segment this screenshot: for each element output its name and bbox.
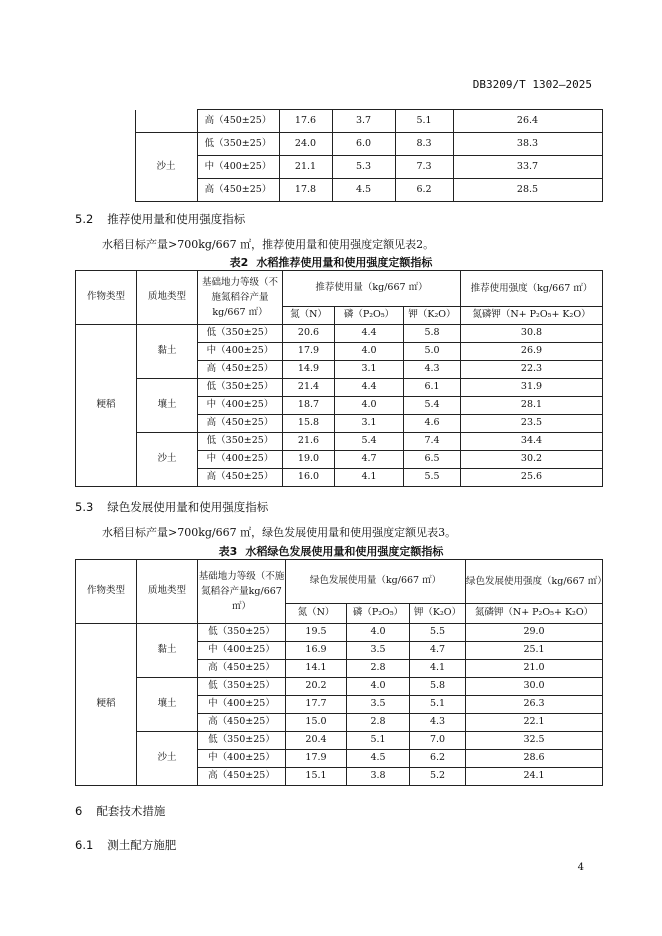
total-cell: 31.9 <box>461 379 603 397</box>
total-cell: 28.1 <box>461 397 603 415</box>
table-caption-title: 水稻绿色发展使用量和使用强度定额指标 <box>245 545 444 558</box>
header-usage: 绿色发展使用量（kg/667 ㎡） <box>286 560 466 604</box>
p-cell: 3.8 <box>347 768 410 786</box>
table-caption-title: 水稻推荐使用量和使用强度定额指标 <box>256 256 433 269</box>
table-row <box>76 379 603 397</box>
level-cell: 低（350±25） <box>197 133 279 156</box>
k-cell: 5.1 <box>395 110 453 133</box>
p-cell: 4.5 <box>347 750 410 768</box>
table2 <box>75 270 603 487</box>
n-cell: 20.6 <box>283 325 335 343</box>
header-soil-type: 质地类型 <box>137 560 198 624</box>
table-row <box>75 133 602 156</box>
crop-type-cell: 粳稻 <box>76 325 137 487</box>
section-heading <box>75 211 245 227</box>
total-cell: 34.4 <box>461 433 603 451</box>
n-cell: 16.0 <box>283 469 335 487</box>
n-cell: 21.1 <box>279 156 332 179</box>
table3 <box>75 559 607 786</box>
k-cell: 4.1 <box>410 660 466 678</box>
p-cell: 4.0 <box>347 624 410 642</box>
total-cell: 24.1 <box>466 768 603 786</box>
level-cell: 高（450±25） <box>198 768 286 786</box>
n-cell: 18.7 <box>283 397 335 415</box>
soil-cell: 沙土 <box>135 133 197 202</box>
level-cell: 高（450±25） <box>198 469 283 487</box>
table-header-row <box>76 271 603 307</box>
p-cell: 4.7 <box>335 451 404 469</box>
table-row <box>76 433 603 451</box>
p-cell: 3.1 <box>335 415 404 433</box>
total-cell: 21.0 <box>466 660 603 678</box>
total-cell: 26.3 <box>466 696 603 714</box>
total-cell: 38.3 <box>453 133 602 156</box>
level-cell: 中（400±25） <box>198 397 283 415</box>
level-cell: 中（400±25） <box>198 451 283 469</box>
header-n: 氮（N） <box>286 604 347 624</box>
page-number: 4 <box>577 862 584 873</box>
level-cell: 高（450±25） <box>198 361 283 379</box>
k-cell: 7.0 <box>410 732 466 750</box>
table-caption-number: 表3 <box>218 545 238 558</box>
table-header-row <box>76 560 603 604</box>
header-p: 磷（P₂O₅） <box>335 307 404 325</box>
level-cell: 低（350±25） <box>198 624 286 642</box>
level-cell: 高（450±25） <box>197 110 279 133</box>
n-cell: 21.4 <box>283 379 335 397</box>
p-cell: 5.4 <box>335 433 404 451</box>
level-cell: 低（350±25） <box>198 433 283 451</box>
level-cell: 中（400±25） <box>198 696 286 714</box>
p-cell: 5.3 <box>332 156 395 179</box>
table-caption <box>0 254 662 270</box>
table-caption-number: 表2 <box>229 256 249 269</box>
table-row <box>76 678 603 696</box>
p-cell: 4.4 <box>335 325 404 343</box>
total-cell: 23.5 <box>461 415 603 433</box>
table-caption <box>0 543 662 559</box>
total-cell: 29.0 <box>466 624 603 642</box>
k-cell: 4.6 <box>404 415 461 433</box>
level-cell: 中（400±25） <box>198 750 286 768</box>
n-cell: 17.8 <box>279 179 332 202</box>
n-cell: 17.9 <box>283 343 335 361</box>
k-cell: 6.1 <box>404 379 461 397</box>
table-row <box>76 732 603 750</box>
table-row <box>76 325 603 343</box>
soil-cell: 壤土 <box>137 678 198 732</box>
p-cell: 3.5 <box>347 642 410 660</box>
total-cell: 32.5 <box>466 732 603 750</box>
level-cell: 低（350±25） <box>198 379 283 397</box>
k-cell: 6.5 <box>404 451 461 469</box>
k-cell: 7.4 <box>404 433 461 451</box>
section-number: 5.2 <box>75 212 94 226</box>
n-cell: 15.0 <box>286 714 347 732</box>
k-cell: 5.2 <box>410 768 466 786</box>
n-cell: 15.1 <box>286 768 347 786</box>
level-cell: 低（350±25） <box>198 325 283 343</box>
n-cell: 15.8 <box>283 415 335 433</box>
soil-cell: 黏土 <box>137 325 198 379</box>
n-cell: 20.2 <box>286 678 347 696</box>
soil-cell: 壤土 <box>137 379 198 433</box>
n-cell: 24.0 <box>279 133 332 156</box>
soil-cell: 黏土 <box>137 624 198 678</box>
total-cell: 28.6 <box>466 750 603 768</box>
k-cell: 5.1 <box>410 696 466 714</box>
k-cell: 4.3 <box>404 361 461 379</box>
header-base-level: 基础地力等级（不施氮稻谷产量kg/667 ㎡） <box>198 271 283 325</box>
total-cell: 30.2 <box>461 451 603 469</box>
paragraph: 水稻目标产量>700kg/667 ㎡，推荐使用量和使用强度定额见表2。 <box>102 238 435 251</box>
n-cell: 17.6 <box>279 110 332 133</box>
k-cell: 5.0 <box>404 343 461 361</box>
total-cell: 28.5 <box>453 179 602 202</box>
n-cell: 16.9 <box>286 642 347 660</box>
header-n: 氮（N） <box>283 307 335 325</box>
p-cell: 4.0 <box>335 343 404 361</box>
k-cell: 5.5 <box>404 469 461 487</box>
table-row <box>75 110 602 133</box>
k-cell: 5.8 <box>410 678 466 696</box>
k-cell: 6.2 <box>410 750 466 768</box>
level-cell: 低（350±25） <box>198 678 286 696</box>
level-cell: 高（450±25） <box>198 660 286 678</box>
header-crop-type: 作物类型 <box>76 560 137 624</box>
p-cell: 4.0 <box>335 397 404 415</box>
p-cell: 4.4 <box>335 379 404 397</box>
k-cell: 4.7 <box>410 642 466 660</box>
k-cell: 8.3 <box>395 133 453 156</box>
header-soil-type: 质地类型 <box>137 271 198 325</box>
n-cell: 14.1 <box>286 660 347 678</box>
header-intensity: 绿色发展使用强度（kg/667 ㎡） <box>466 560 603 604</box>
k-cell: 7.3 <box>395 156 453 179</box>
n-cell: 14.9 <box>283 361 335 379</box>
total-cell: 25.6 <box>461 469 603 487</box>
header-usage: 推荐使用量（kg/667 ㎡） <box>283 271 461 307</box>
soil-cell: 沙土 <box>137 433 198 487</box>
total-cell: 26.4 <box>453 110 602 133</box>
total-cell: 30.8 <box>461 325 603 343</box>
paragraph: 水稻目标产量>700kg/667 ㎡，绿色发展使用量和使用强度定额见表3。 <box>102 526 457 539</box>
p-cell: 2.8 <box>347 660 410 678</box>
p-cell: 3.1 <box>335 361 404 379</box>
k-cell: 5.5 <box>410 624 466 642</box>
header-k: 钾（K₂O） <box>404 307 461 325</box>
n-cell: 17.9 <box>286 750 347 768</box>
header-k: 钾（K₂O） <box>410 604 466 624</box>
table1-continuation <box>75 109 603 202</box>
section-number: 6 <box>75 804 83 818</box>
n-cell: 20.4 <box>286 732 347 750</box>
p-cell: 4.5 <box>332 179 395 202</box>
section-title: 推荐使用量和使用强度指标 <box>107 212 246 226</box>
header-p: 磷（P₂O₅） <box>347 604 410 624</box>
section-title: 配套技术措施 <box>96 804 166 818</box>
table-row <box>76 624 603 642</box>
section-heading <box>75 499 268 515</box>
soil-cell: 沙土 <box>137 732 198 786</box>
section-title: 测土配方施肥 <box>107 838 177 852</box>
level-cell: 中（400±25） <box>198 343 283 361</box>
p-cell: 3.5 <box>347 696 410 714</box>
p-cell: 6.0 <box>332 133 395 156</box>
level-cell: 高（450±25） <box>197 179 279 202</box>
soil-cell <box>135 110 197 133</box>
p-cell: 4.1 <box>335 469 404 487</box>
level-cell: 低（350±25） <box>198 732 286 750</box>
k-cell: 5.8 <box>404 325 461 343</box>
header-intensity: 推荐使用强度（kg/667 ㎡） <box>461 271 603 307</box>
p-cell: 3.7 <box>332 110 395 133</box>
section-number: 6.1 <box>75 838 94 852</box>
header-total: 氮磷钾（N+ P₂O₅+ K₂O） <box>461 307 603 325</box>
n-cell: 17.7 <box>286 696 347 714</box>
total-cell: 22.1 <box>466 714 603 732</box>
total-cell: 26.9 <box>461 343 603 361</box>
header-base-level: 基础地力等级（不施氮稻谷产量kg/667 ㎡） <box>198 560 286 624</box>
k-cell: 6.2 <box>395 179 453 202</box>
total-cell: 30.0 <box>466 678 603 696</box>
total-cell: 22.3 <box>461 361 603 379</box>
k-cell: 4.3 <box>410 714 466 732</box>
total-cell: 25.1 <box>466 642 603 660</box>
header-crop-type: 作物类型 <box>76 271 137 325</box>
level-cell: 高（450±25） <box>198 714 286 732</box>
section-heading <box>75 837 176 853</box>
n-cell: 19.5 <box>286 624 347 642</box>
level-cell: 高（450±25） <box>198 415 283 433</box>
section-number: 5.3 <box>75 500 94 514</box>
n-cell: 21.6 <box>283 433 335 451</box>
section-title: 绿色发展使用量和使用强度指标 <box>107 500 269 514</box>
total-cell: 33.7 <box>453 156 602 179</box>
p-cell: 4.0 <box>347 678 410 696</box>
crop-type-cell: 粳稻 <box>76 624 137 786</box>
k-cell: 5.4 <box>404 397 461 415</box>
header-total: 氮磷钾（N+ P₂O₅+ K₂O） <box>466 604 603 624</box>
level-cell: 中（400±25） <box>198 642 286 660</box>
p-cell: 5.1 <box>347 732 410 750</box>
document-id: DB3209/T 1302—2025 <box>472 78 592 91</box>
p-cell: 2.8 <box>347 714 410 732</box>
n-cell: 19.0 <box>283 451 335 469</box>
section-heading <box>75 803 165 819</box>
level-cell: 中（400±25） <box>197 156 279 179</box>
